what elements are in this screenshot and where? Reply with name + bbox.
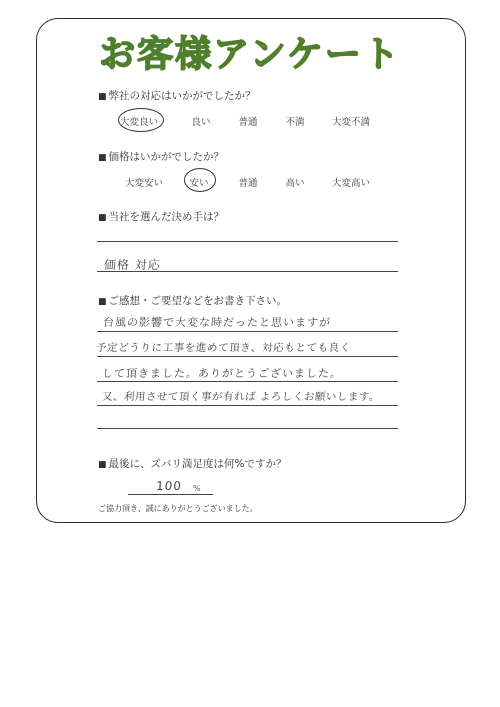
question-3-label: 当社を選んだ決め手は？: [108, 211, 225, 223]
answer-line: [97, 271, 398, 272]
option-1-very-good[interactable]: 大変良い: [119, 117, 159, 128]
question-2-label: 価格はいかがでしたか？: [108, 151, 225, 163]
comment-line-4[interactable]: 又、利用させて頂く事が有れば よろしくお願いします。: [101, 391, 381, 403]
option-2-very-expensive[interactable]: 大変高い: [331, 178, 371, 189]
question-4: [98, 293, 287, 308]
option-2-expensive[interactable]: 高い: [285, 178, 305, 189]
selected-circle-q2: [184, 168, 216, 192]
option-1-very-dissatisfied[interactable]: 大変不満: [331, 117, 371, 128]
answer-line: [97, 428, 398, 429]
answer-line: [97, 356, 398, 357]
question-3: [98, 209, 224, 224]
bullet-square-icon: ■: [98, 460, 107, 470]
comment-line-3[interactable]: して頂きました。ありがとうございました。: [101, 367, 343, 380]
question-4-label: ご感想・ご要望などをお書き下さい。: [108, 295, 288, 307]
option-2-cheap[interactable]: 安い: [189, 178, 209, 189]
option-1-good[interactable]: 良い: [191, 117, 211, 128]
selected-circle-q1: [118, 108, 164, 132]
footer-thanks: ご協力頂き、誠にありがとうございました。: [98, 504, 258, 513]
option-1-dissatisfied[interactable]: 不満: [285, 117, 305, 128]
option-2-very-cheap[interactable]: 大変安い: [124, 178, 164, 189]
satisfaction-value[interactable]: 100: [155, 479, 183, 493]
question-1-label: 弊社の対応はいかがでしたか？: [108, 90, 256, 102]
option-1-normal[interactable]: 普通: [238, 117, 258, 128]
percent-unit: %: [193, 484, 201, 493]
bullet-square-icon: ■: [98, 213, 107, 223]
comment-line-1[interactable]: 台風の影響で大変な時だったと思いますが: [102, 316, 332, 329]
answer-line: [97, 381, 398, 382]
survey-title: お客様アンケート: [99, 34, 401, 75]
option-2-normal[interactable]: 普通: [238, 178, 258, 189]
question-5-label: 最後に、ズバリ満足度は何%ですか？: [108, 458, 287, 470]
bullet-square-icon: ■: [98, 92, 107, 102]
answer-line: [97, 405, 398, 406]
satisfaction-line: [128, 494, 213, 495]
question-2: [98, 149, 224, 164]
answer-line: [97, 331, 398, 332]
answer-line: [97, 241, 398, 242]
question-3-answer[interactable]: 価格 対応: [103, 258, 162, 272]
question-5: [98, 456, 287, 471]
question-1: [98, 88, 256, 103]
bullet-square-icon: ■: [98, 153, 107, 163]
comment-line-2[interactable]: 予定どうりに工事を進めて頂き、対応もとても良く: [95, 342, 352, 354]
bullet-square-icon: ■: [98, 297, 107, 307]
